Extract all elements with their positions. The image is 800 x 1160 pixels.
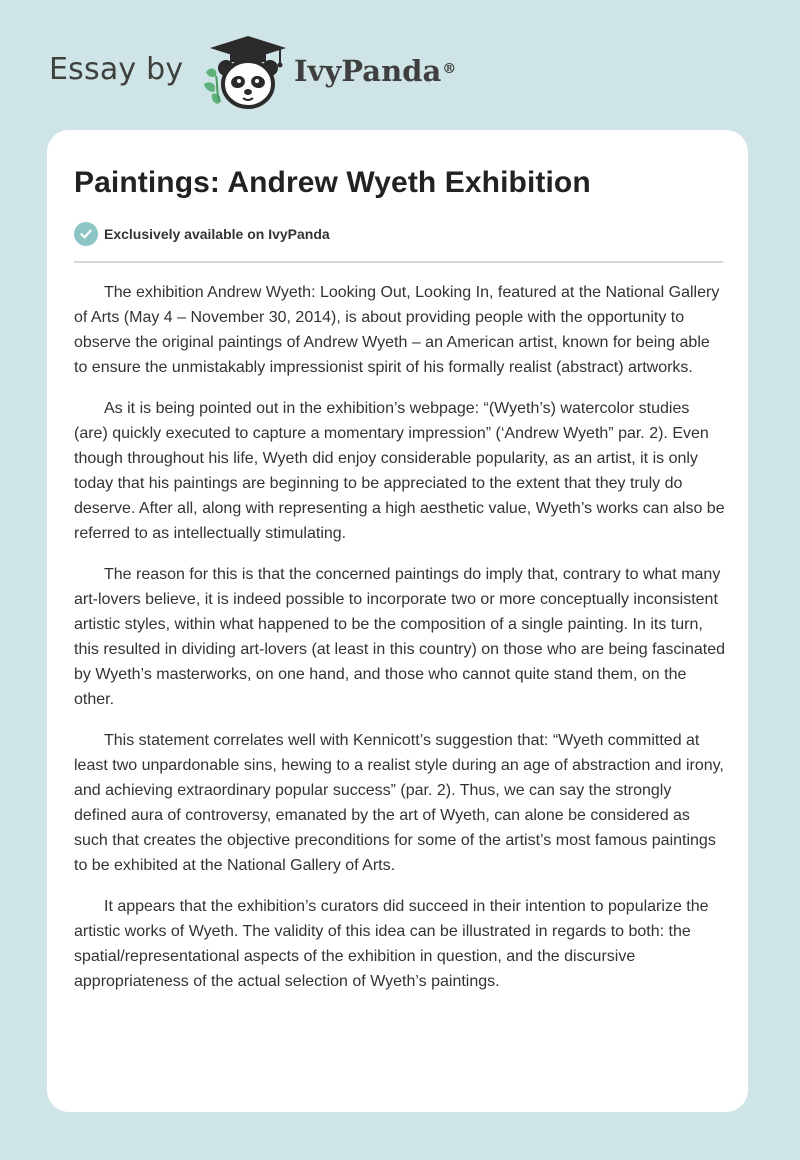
panda-graduate-icon [200, 32, 290, 112]
registered-mark: ® [442, 61, 457, 77]
paragraph: The reason for this is that the concerned paintings do imply that, contrary to what many art-lovers believe, it is indeed possible to incorporate two or more conceptually inconsistent artistic styles, within what happened to be the composition of a single painting. In its turn, this resulted in dividing art-lovers (at least in this country) on those who are being fascinated by Wyeth’s masterworks, on one hand, and those who cannot quite stand them, on the other. [74, 566, 726, 708]
ivy-leaf-icon [204, 69, 220, 104]
site-header [0, 0, 800, 130]
essay-card [47, 130, 748, 1112]
essay-by-label: Essay by [49, 52, 184, 87]
exclusive-badge [74, 222, 330, 246]
brand-name-text: IvyPanda [294, 54, 442, 88]
ivypanda-logo[interactable] [200, 32, 290, 112]
paragraph: As it is being pointed out in the exhibition’s webpage: “(Wyeth’s) watercolor studies (are) quickly executed to capture a momentary impression” (‘Andrew Wyeth” par. 2). Even though throughout his life, Wyeth did enjoy considerable popularity, as an artist, it is only today that his paintings are beginning to be appreciated to the extent that they truly do deserve. After all, along with representing a high aesthetic value, Wyeth’s works can also be referred to as intellectually stimulating. [74, 400, 725, 542]
paragraph: It appears that the exhibition’s curators did succeed in their intention to popularize the artistic works of Wyeth. The validity of this idea can be illustrated in regards to both: the spatial/representational aspects of the exhibition in question, and the discursive appropriateness of the actual selection of Wyeth’s paintings. [74, 898, 709, 990]
check-circle-icon [74, 222, 98, 246]
page-title: Paintings: Andrew Wyeth Exhibition [74, 166, 591, 199]
paragraph: The exhibition Andrew Wyeth: Looking Out, Looking In, featured at the National Gallery of Arts (May 4 – November 30, 2014), is about providing people with the opportunity to observe the original paintings of Andrew Wyeth – an American artist, known for being able to ensure the unmistakably impressionist spirit of his formally realist (abstract) artworks. [74, 284, 720, 376]
title-divider [74, 261, 723, 263]
exclusive-badge-label: Exclusively available on IvyPanda [104, 226, 330, 242]
brand-name[interactable] [294, 53, 456, 89]
essay-body [74, 280, 725, 1010]
paragraph: This statement correlates well with Kennicott’s suggestion that: “Wyeth committed at least two unpardonable sins, hewing to a realist style during an age of abstraction and irony, and achieving extraordinary popular success” (par. 2). Thus, we can say the strongly defined aura of controversy, emanated by the art of Wyeth, can alone be considered as such that creates the objective preconditions for some of the artist’s most famous paintings to be exhibited at the National Gallery of Arts. [74, 732, 724, 874]
